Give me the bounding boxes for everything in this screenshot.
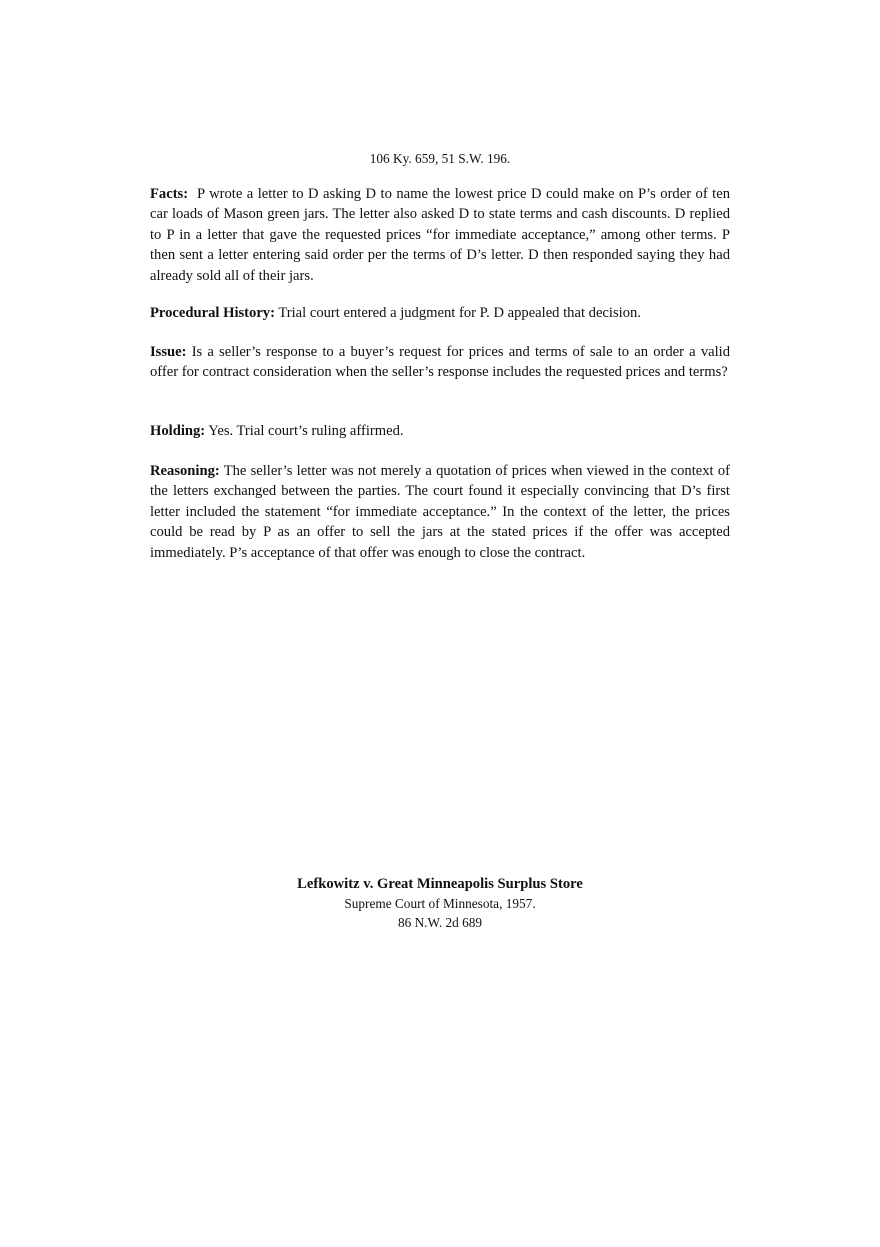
procedural-history-label: Procedural History:	[150, 305, 275, 321]
procedural-history-text: Trial court entered a judgment for P. D appealed that decision.	[278, 305, 641, 321]
issue-label: Issue:	[150, 344, 187, 360]
next-case-court: Supreme Court of Minnesota, 1957.	[344, 896, 536, 911]
next-case-title: Lefkowitz v. Great Minneapolis Surplus Store	[297, 876, 583, 892]
reasoning-label: Reasoning:	[150, 463, 220, 479]
facts-paragraph	[150, 184, 730, 286]
issue-paragraph	[150, 342, 730, 383]
procedural-history-paragraph	[150, 303, 730, 323]
case-citation: 106 Ky. 659, 51 S.W. 196.	[369, 151, 511, 166]
holding-paragraph	[150, 421, 730, 441]
holding-label: Holding:	[150, 423, 206, 439]
next-case-reporter: 86 N.W. 2d 689	[397, 915, 483, 930]
reasoning-text: The seller’s letter was not merely a quotation of prices when viewed in the context of the letters exchanged between the parties. The court found it especially convincing that D’s first letter included the statement “for immediate acceptance.” In the context of the letter, the prices could be read by P as an offer to sell the jars at the stated prices if the offer was accepted immediately. P’s acceptance of that offer was enough to close the contract.	[150, 463, 730, 561]
next-case-heading	[150, 874, 730, 932]
facts-label: Facts:	[150, 186, 189, 202]
reasoning-paragraph	[150, 461, 730, 563]
holding-text: Yes. Trial court’s ruling affirmed.	[208, 423, 404, 439]
facts-text: P wrote a letter to D asking D to name the lowest price D could make on P’s order of ten car loads of Mason green jars. The letter also asked D to state terms and cash discounts. D replied to P in a letter that gave the requested prices “for immediate acceptance,” among other terms. P then sent a letter entering said order per the terms of D’s letter. D then responded saying they had already sold all of their jars.	[150, 186, 730, 284]
issue-text: Is a seller’s response to a buyer’s request for prices and terms of sale to an order a valid offer for contract consideration when the seller’s response includes the requested prices and terms?	[150, 344, 730, 381]
